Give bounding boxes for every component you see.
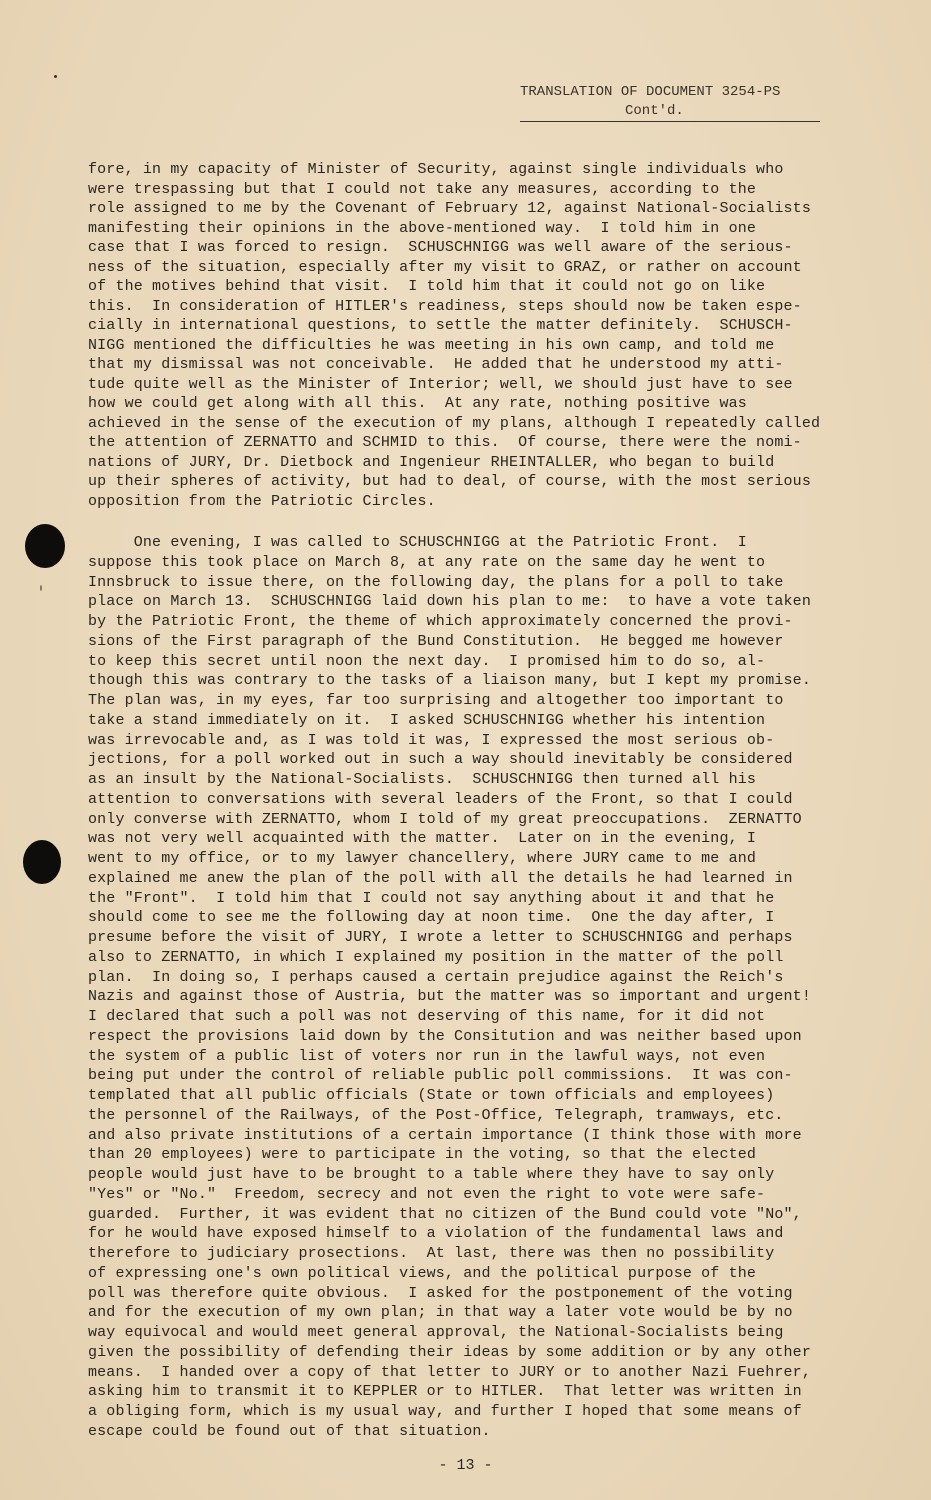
text-line: poll was therefore quite obvious. I asked for the postponement of the voting: [88, 1284, 793, 1302]
text-line: people would just have to be brought to a table where they have to say only: [88, 1166, 775, 1183]
text-line: Innsbruck to issue there, on the following day, the plans for a poll to take: [88, 573, 784, 591]
text-line: take a stand immediately on it. I asked SCHUSCHNIGG whether his intention: [88, 711, 766, 729]
header-title: TRANSLATION OF DOCUMENT 3254-PS: [520, 84, 781, 100]
ink-speck: [54, 75, 57, 78]
text-line: being put under the control of reliable public poll commissions. It was con-: [88, 1067, 793, 1085]
text-line: though this was contrary to the tasks of a liaison many, but I kept my promise.: [88, 672, 811, 690]
text-line: was not very well acquainted with the matter. Later on in the evening, I: [88, 830, 757, 848]
text-line: also to ZERNATTO, in which I explained my position in the matter of the poll: [88, 948, 784, 966]
text-line: respect the provisions laid down by the Consitution and was neither based upon: [88, 1027, 802, 1045]
text-line: for he would have exposed himself to a violation of the fundamental laws and: [88, 1225, 784, 1243]
text-line: jections, for a poll worked out in such a way should inevitably be considered: [88, 751, 793, 769]
text-line: cially in international questions, to settle the matter definitely. SCHUSCH-: [88, 317, 793, 334]
text-line: as an insult by the National-Socialists. SCHUSCHNIGG then turned all his: [88, 771, 757, 788]
text-line: and for the execution of my own plan; in that way a later vote would be by no: [88, 1304, 793, 1322]
text-line: up their spheres of activity, but had to deal, of course, with the most serious: [88, 473, 811, 490]
text-line: asking him to transmit it to KEPPLER or to HITLER. That letter was written in: [88, 1383, 802, 1401]
text-line: opposition from the Patriotic Circles.: [88, 492, 436, 510]
text-line: way equivocal and would meet general approval, the National-Socialists being: [88, 1324, 784, 1341]
text-line: went to my office, or to my lawyer chancellery, where JURY came to me and: [88, 850, 757, 867]
text-line: templated that all public officials (State or town officials and employees): [88, 1087, 775, 1104]
text-line: nations of JURY, Dr. Dietbock and Ingenieur RHEINTALLER, who began to build: [88, 453, 775, 471]
text-line: the system of a public list of voters nor run in the lawful ways, not even: [88, 1047, 766, 1065]
text-line: the personnel of the Railways, of the Post-Office, Telegraph, tramways, etc.: [88, 1106, 784, 1124]
text-line: case that I was forced to resign. SCHUSCHNIGG was well aware of the serious-: [88, 239, 793, 256]
text-line: how we could get along with all this. At any rate, nothing positive was: [88, 395, 747, 412]
text-line: presume before the visit of JURY, I wrote a letter to SCHUSCHNIGG and perhaps: [88, 929, 793, 946]
body-paragraph-2: [88, 533, 868, 1442]
text-line: the "Front". I told him that I could not say anything about it and that he: [88, 889, 775, 907]
text-line: given the possibility of defending their ideas by some addition or by any other: [88, 1343, 811, 1361]
text-line: and also private institutions of a certain importance (I think those with more: [88, 1126, 802, 1144]
text-line: means. I handed over a copy of that letter to JURY or to another Nazi Fuehrer,: [88, 1363, 811, 1381]
text-line: sions of the First paragraph of the Bund Constitution. He begged me however: [88, 632, 784, 650]
body-paragraph-1: [88, 160, 868, 511]
header-subtitle: Cont'd.: [625, 103, 684, 119]
text-line: role assigned to me by the Covenant of February 12, against National-Socialists: [88, 200, 811, 217]
text-line: NIGG mentioned the difficulties he was meeting in his own camp, and told me: [88, 336, 775, 354]
text-line: of the motives behind that visit. I told him that it could not go on like: [88, 278, 766, 295]
text-line: only converse with ZERNATTO, whom I told of my great preoccupations. ZERNATTO: [88, 810, 802, 828]
text-line: fore, in my capacity of Minister of Security, against single individuals who: [88, 161, 784, 178]
text-line: ness of the situation, especially after my visit to GRAZ, or rather on account: [88, 258, 802, 276]
text-line: this. In consideration of HITLER's readiness, steps should now be taken espe-: [88, 297, 802, 315]
text-line: that my dismissal was not conceivable. He added that he understood my atti-: [88, 356, 784, 373]
page-number: - 13 -: [438, 1457, 493, 1474]
document-header: [520, 83, 820, 121]
text-line: tude quite well as the Minister of Interior; well, we should just have to see: [88, 375, 793, 393]
text-line: to keep this secret until noon the next day. I promised him to do so, al-: [88, 652, 766, 670]
punch-hole: [25, 524, 65, 568]
header-underline: [520, 121, 820, 122]
text-line: explained me anew the plan of the poll with all the details he had learned in: [88, 869, 793, 887]
text-line: The plan was, in my eyes, far too surprising and altogether too important to: [88, 692, 784, 709]
ink-speck: [40, 585, 42, 591]
text-line: plan. In doing so, I perhaps caused a certain prejudice against the Reich's: [88, 968, 784, 986]
text-line: was irrevocable and, as I was told it was, I expressed the most serious ob-: [88, 731, 775, 749]
text-line: attention to conversations with several leaders of the Front, so that I could: [88, 790, 793, 808]
text-line: guarded. Further, it was evident that no citizen of the Bund could vote "No",: [88, 1205, 802, 1223]
text-line: place on March 13. SCHUSCHNIGG laid down his plan to me: to have a vote taken: [88, 593, 811, 611]
text-line: the attention of ZERNATTO and SCHMID to this. Of course, there were the nomi-: [88, 434, 802, 451]
text-line: were trespassing but that I could not take any measures, according to the: [88, 180, 757, 198]
punch-hole: [23, 840, 61, 884]
text-line: than 20 employees) were to participate in the voting, so that the elected: [88, 1146, 757, 1164]
text-line: suppose this took place on March 8, at any rate on the same day he went to: [88, 553, 766, 571]
text-line: therefore to judiciary prosections. At last, there was then no possibility: [88, 1245, 775, 1262]
text-line: I declared that such a poll was not deserving of this name, for it did not: [88, 1008, 766, 1025]
text-line: a obliging form, which is my usual way, and further I hoped that some means of: [88, 1403, 802, 1420]
text-line: Nazis and against those of Austria, but the matter was so important and urgent!: [88, 988, 811, 1006]
text-line: achieved in the sense of the execution of my plans, although I repeatedly called: [88, 414, 821, 432]
text-line: by the Patriotic Front, the theme of which approximately concerned the provi-: [88, 613, 793, 630]
text-line: One evening, I was called to SCHUSCHNIGG at the Patriotic Front. I: [88, 534, 747, 551]
text-line: "Yes" or "No." Freedom, secrecy and not even the right to vote were safe-: [88, 1185, 766, 1203]
text-line: of expressing one's own political views, and the political purpose of the: [88, 1264, 757, 1282]
text-line: manifesting their opinions in the above-mentioned way. I told him in one: [88, 219, 757, 237]
text-line: escape could be found out of that situation.: [88, 1422, 491, 1440]
text-line: should come to see me the following day at noon time. One the day after, I: [88, 909, 775, 927]
